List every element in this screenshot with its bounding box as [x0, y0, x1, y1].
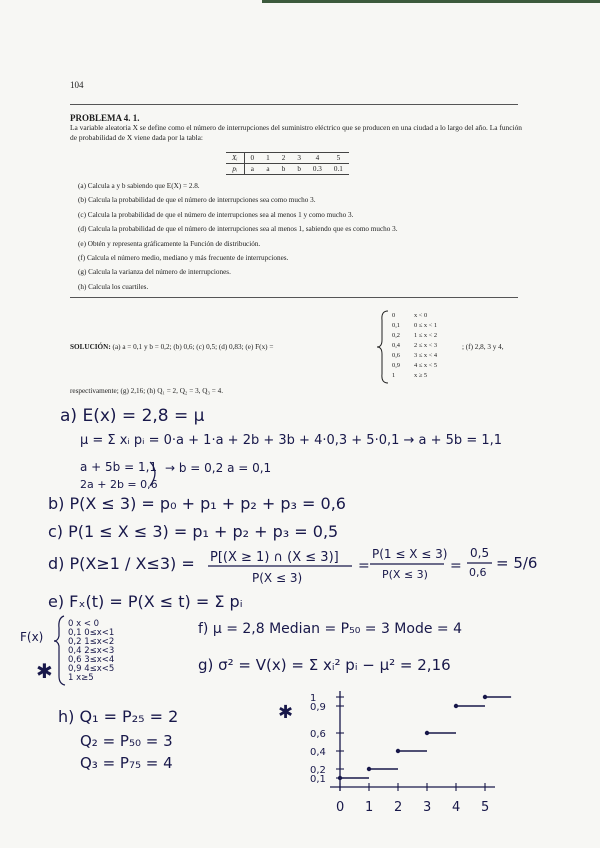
asterisk-icon: ✱	[36, 659, 53, 683]
hw-b: b) P(X ≤ 3) = p₀ + p₁ + p₂ + p₃ = 0,6	[48, 494, 346, 513]
question-item: (d) Calcula la probabilidad de que el número de interrupciones sea al menos 1, sabiendo que es como mucho 3.	[78, 225, 398, 234]
hw-fx-label: F(x)	[20, 630, 44, 644]
hw-f: f) μ = 2,8 Median = P₅₀ = 3 Mode = 4	[198, 621, 462, 637]
x-tick-label: 1	[365, 800, 374, 815]
hw-d-den: P(X ≤ 3)	[252, 571, 303, 585]
hw-fx-row: 0,6 3≤x<4	[68, 655, 115, 665]
table-cell: b	[276, 164, 292, 175]
hw-fx-row: 0 x < 0	[68, 619, 100, 629]
piece-value: 0,9	[392, 362, 400, 369]
problem-intro: La variable aleatoria X se define como el número de interrupciones del suministro eléctrico que se producen en una ciudad a lo largo del año. La función de probabilidad de X viene dada por la tabla:	[70, 123, 522, 142]
piecewise-row	[392, 341, 437, 351]
table-cell: 0.1	[328, 164, 349, 175]
step-point	[454, 704, 458, 708]
question-item: (f) Calcula el número medio, mediano y más frecuente de interrupciones.	[78, 253, 289, 262]
table-cell: 1	[260, 153, 276, 164]
solution-after: ; (f) 2,8, 3 y 4,	[462, 343, 504, 351]
hw-fx-row: 0,4 2≤x<3	[68, 646, 115, 656]
piece-cond: 4 ≤ x < 5	[414, 362, 438, 369]
piece-value: 1	[392, 372, 396, 379]
y-tick-label: 0,4	[310, 747, 326, 758]
question-item: (a) Calcula a y b sabiendo que E(X) = 2.8.	[78, 182, 200, 190]
y-tick-label: 0,6	[310, 729, 326, 740]
solution-text: (a) a = 0,1 y b = 0,2; (b) 0,6; (c) 0,5; (d) 0,83; (e) F(x) =	[112, 343, 274, 351]
step-point	[396, 749, 400, 753]
hw-d-den2: P(X ≤ 3)	[382, 568, 428, 581]
table-cell: 4	[307, 153, 328, 164]
x-tick-label: 4	[452, 800, 461, 815]
table-cell: b	[291, 164, 307, 175]
solution-label: SOLUCIÓN:	[70, 343, 111, 351]
hw-d-num3: 0,5	[470, 546, 490, 560]
hw-d-num: P[(X ≥ 1) ∩ (X ≤ 3)]	[210, 550, 339, 565]
piecewise-row	[392, 371, 437, 381]
hw-fx-row: 0,2 1≤x<2	[68, 637, 115, 647]
piece-value: 0,2	[392, 332, 400, 339]
question-item: (b) Calcula la probabilidad de que el número de interrupciones sea como mucho 3.	[78, 196, 316, 205]
y-tick-label: 0,9	[310, 702, 326, 713]
hw-d-num2: P(1 ≤ X ≤ 3)	[372, 547, 448, 561]
x-tick-label: 3	[423, 800, 432, 815]
hw-fx-row: 0,1 0≤x<1	[68, 628, 115, 638]
hw-a-line4: 2a + 2b = 0,6	[80, 478, 158, 491]
question-item: (e) Obtén y representa gráficamente la Función de distribución.	[78, 239, 261, 248]
question-item: (c) Calcula la probabilidad de que el número de interrupciones sea al menos 1 y como mucho 3.	[78, 210, 354, 219]
piece-value: 0,6	[392, 352, 400, 359]
section-rule	[70, 297, 518, 298]
piece-cond: 0 ≤ x < 1	[414, 322, 438, 329]
piece-value: 0	[392, 312, 396, 319]
hw-equals: =	[358, 558, 370, 574]
x-tick-label: 0	[336, 800, 345, 815]
handwritten-notes	[0, 395, 600, 848]
question-item: (g) Calcula la varianza del número de interrupciones.	[78, 268, 231, 277]
hw-d: d) P(X≥1 / X≤3) =	[48, 554, 195, 573]
question-list	[78, 182, 398, 297]
piecewise-row	[392, 311, 437, 321]
hw-h-q2: Q₂ = P₅₀ = 3	[80, 732, 173, 750]
question-item: (h) Calcula los cuartiles.	[78, 282, 149, 291]
piecewise-row	[392, 361, 437, 371]
table-cell: Xᵢ	[226, 153, 244, 164]
table-cell: pᵢ	[226, 164, 244, 175]
table-cell: 2	[276, 153, 292, 164]
hw-a-line3: a + 5b = 1,1	[80, 460, 158, 474]
top-edge-line	[262, 0, 600, 3]
hw-a-line2: μ = Σ xᵢ pᵢ = 0·a + 1·a + 2b + 3b + 4·0,3 + 5·0,1 → a + 5b = 1,1	[80, 433, 503, 448]
hw-c: c) P(1 ≤ X ≤ 3) = p₁ + p₂ + p₃ = 0,5	[48, 522, 339, 541]
step-point	[483, 695, 487, 699]
piecewise-row	[392, 331, 437, 341]
problem-title: PROBLEMA 4. 1.	[70, 113, 140, 123]
piece-cond: 2 ≤ x < 3	[414, 342, 438, 349]
table-row-p	[226, 164, 349, 175]
hw-g: g) σ² = V(x) = Σ xᵢ² pᵢ − μ² = 2,16	[198, 656, 451, 674]
asterisk-icon: ✱	[278, 702, 294, 723]
hw-d-result: = 5/6	[496, 554, 538, 572]
step-point	[367, 767, 371, 771]
y-tick-label: 0,1	[310, 774, 326, 785]
y-tick-label: 1	[310, 693, 317, 704]
piecewise-function	[392, 311, 437, 381]
piece-cond: x ≥ 5	[414, 372, 428, 379]
solution-tail: respectivamente; (g) 2,16; (h) Q₁ = 2, Q₂ = 3, Q₃ = 4.	[70, 387, 224, 395]
probability-table	[226, 152, 349, 175]
piece-cond: 1 ≤ x < 2	[414, 332, 438, 339]
left-brace-icon	[376, 310, 390, 384]
hw-fx-row: 0,9 4≤x<5	[68, 664, 115, 674]
piecewise-row	[392, 321, 437, 331]
step-point	[425, 731, 429, 735]
y-tick-label: 0,2	[310, 765, 326, 776]
hw-fx-row: 1 x≥5	[68, 673, 94, 683]
hw-equals: =	[450, 558, 462, 574]
page-number: 104	[70, 80, 84, 90]
piece-value: 0,1	[392, 322, 400, 329]
x-tick-label: 2	[394, 800, 403, 815]
cdf-step-graph	[310, 691, 511, 815]
table-cell: 0	[244, 153, 260, 164]
table-cell: 3	[291, 153, 307, 164]
hw-a-line5: → b = 0,2 a = 0,1	[165, 461, 272, 475]
step-point	[338, 776, 342, 780]
piece-cond: x < 0	[414, 312, 428, 319]
hw-d-den3: 0,6	[469, 566, 487, 579]
hw-h-q3: Q₃ = P₇₅ = 4	[80, 754, 173, 772]
table-cell: a	[244, 164, 260, 175]
table-cell: 0.3	[307, 164, 328, 175]
piece-cond: 3 ≤ x < 4	[414, 352, 438, 359]
table-cell: a	[260, 164, 276, 175]
solution-line	[70, 343, 273, 351]
header-rule	[70, 104, 518, 105]
hw-a-line1: a) E(x) = 2,8 = μ	[60, 406, 205, 426]
hw-h-q1: h) Q₁ = P₂₅ = 2	[58, 707, 179, 726]
table-cell: 5	[328, 153, 349, 164]
hw-left-brace-icon	[54, 616, 65, 685]
x-tick-label: 5	[481, 800, 490, 815]
piecewise-row	[392, 351, 437, 361]
table-row-x	[226, 153, 349, 164]
hw-e: e) Fₓ(t) = P(X ≤ t) = Σ pᵢ	[48, 592, 243, 611]
piece-value: 0,4	[392, 342, 400, 349]
